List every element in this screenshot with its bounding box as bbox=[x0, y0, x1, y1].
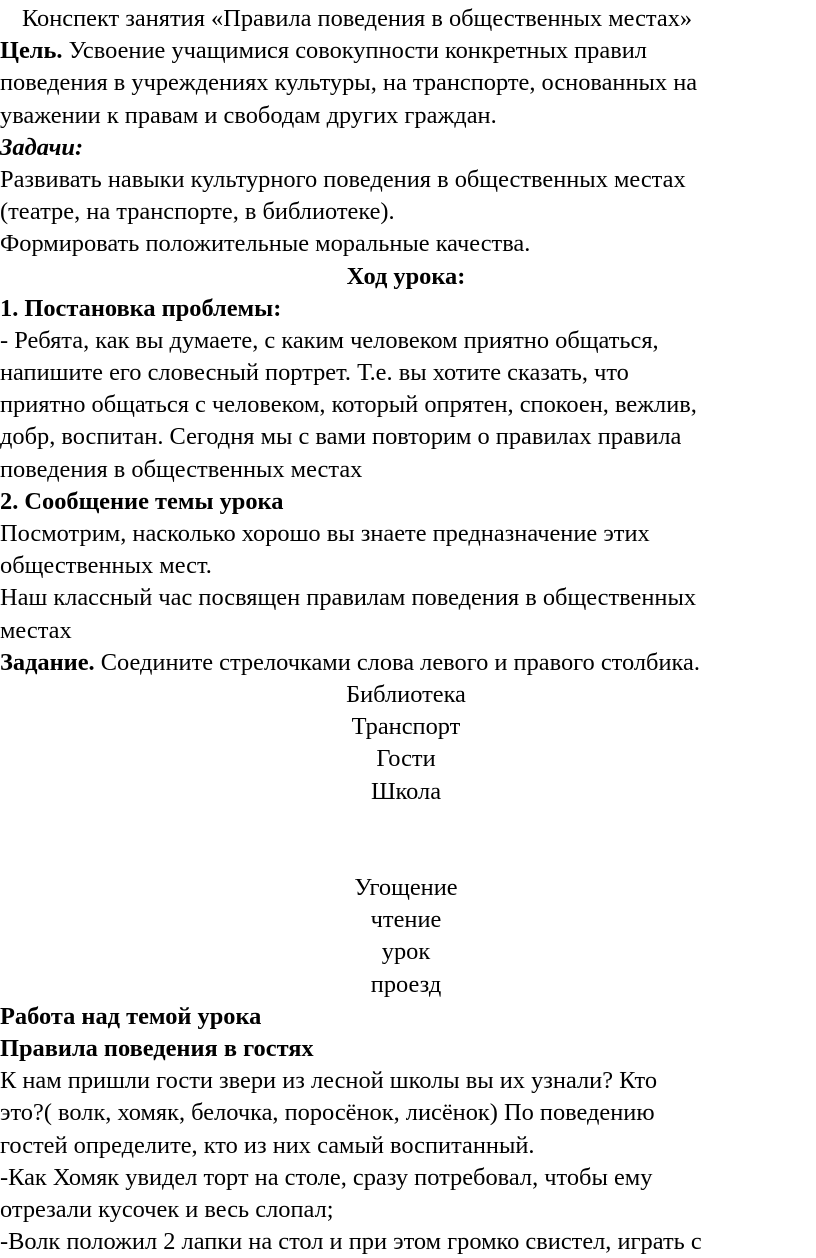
goal-text: Усвоение учащимися совокупности конкретных правил bbox=[62, 37, 647, 65]
section1-line-1: - Ребята, как вы думаете, с каким человеком приятно общаться, bbox=[0, 326, 659, 354]
tasks-line-2: (театре, на транспорте, в библиотеке). bbox=[0, 198, 395, 226]
column-gap bbox=[0, 840, 812, 872]
goal-line-1 bbox=[0, 35, 812, 67]
right-column-word: проезд bbox=[370, 970, 442, 998]
section1-heading: 1. Постановка проблемы: bbox=[0, 294, 282, 322]
goal-label: Цель. bbox=[0, 37, 63, 65]
section1-line-3: приятно общаться с человеком, который опрятен, спокоен, вежлив, bbox=[0, 391, 697, 419]
document-page bbox=[0, 3, 812, 1258]
left-column-word: Гости bbox=[376, 745, 436, 773]
section2-line-4: местах bbox=[0, 616, 72, 644]
left-column-word: Школа bbox=[370, 777, 442, 805]
section3-line-2: это?( волк, хомяк, белочка, поросёнок, лисёнок) По поведению bbox=[0, 1099, 655, 1127]
section3-heading: Работа над темой урока bbox=[0, 1002, 262, 1030]
lesson-heading: Ход урока: bbox=[346, 262, 466, 290]
section3-line-1: К нам пришли гости звери из лесной школы вы их узнали? Кто bbox=[0, 1067, 658, 1095]
section3-line-6: -Волк положил 2 лапки на стол и при этом громко свистел, играть с bbox=[0, 1228, 702, 1256]
goal-line-2: поведения в учреждениях культуры, на транспорте, основанных на bbox=[0, 69, 698, 97]
section3-line-4: -Как Хомяк увидел торт на столе, сразу потребовал, чтобы ему bbox=[0, 1163, 653, 1191]
goal-line-3: уважении к правам и свободам других граждан. bbox=[0, 101, 497, 129]
section3-line-5: отрезали кусочек и весь слопал; bbox=[0, 1195, 334, 1223]
exercise-line bbox=[0, 647, 812, 679]
section1-line-4: добр, воспитан. Сегодня мы с вами повторим о правилах правила bbox=[0, 423, 682, 451]
section1-line-5: поведения в общественных местах bbox=[0, 455, 363, 483]
exercise-label: Задание. bbox=[0, 648, 95, 676]
section2-line-2: общественных мест. bbox=[0, 552, 212, 580]
left-column-word: Библиотека bbox=[346, 680, 466, 708]
section3-line-3: гостей определите, кто из них самый воспитанный. bbox=[0, 1131, 535, 1159]
section3-subheading: Правила поведения в гостях bbox=[0, 1035, 314, 1062]
right-column-word: Угощение bbox=[354, 874, 458, 902]
tasks-line-1: Развивать навыки культурного поведения в общественных местах bbox=[0, 165, 686, 193]
tasks-label: Задачи: bbox=[0, 133, 84, 161]
section2-line-3: Наш классный час посвящен правилам поведения в общественных bbox=[0, 584, 697, 612]
column-gap bbox=[0, 808, 812, 840]
left-column-word: Транспорт bbox=[351, 713, 461, 741]
right-column-word: урок bbox=[381, 938, 431, 966]
section2-line-1: Посмотрим, насколько хорошо вы знаете предназначение этих bbox=[0, 520, 650, 547]
right-column-word: чтение bbox=[370, 906, 442, 934]
tasks-line-3: Формировать положительные моральные качества. bbox=[0, 230, 531, 258]
document-title: Конспект занятия «Правила поведения в общественных местах» bbox=[22, 5, 693, 32]
section2-heading: 2. Сообщение темы урока bbox=[0, 487, 284, 515]
exercise-text: Соедините стрелочками слова левого и правого столбика. bbox=[94, 648, 700, 676]
section1-line-2: напишите его словесный портрет. Т.е. вы хотите сказать, что bbox=[0, 359, 629, 387]
